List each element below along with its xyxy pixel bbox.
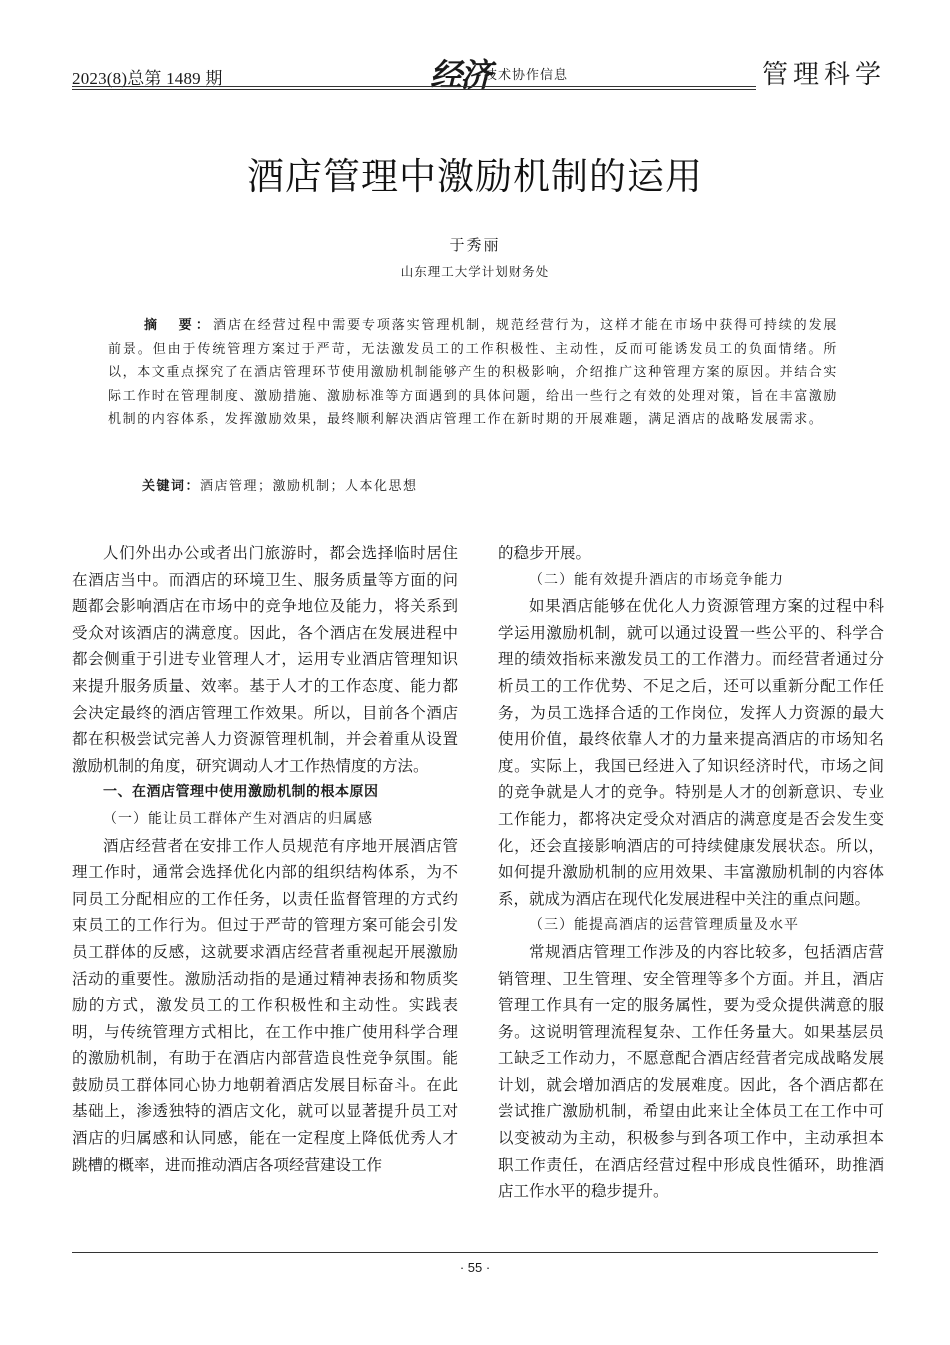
subsection-heading: （二）能有效提升酒店的市场竞争能力: [529, 571, 784, 588]
section-label: 管理科学: [762, 60, 887, 90]
keywords-label: 关键词：: [142, 479, 201, 494]
author-affiliation: 山东理工大学计划财务处: [400, 264, 550, 279]
body-paragraph-continued: 的稳步开展。: [498, 544, 592, 562]
header-rule-secondary: [72, 89, 756, 90]
subsection-heading: （三）能提高酒店的运营管理质量及水平: [529, 917, 799, 934]
body-paragraph: 人们外出办公或者出门旅游时，都会选择临时居住在酒店当中。而酒店的环境卫生、服务质量等方面的问题都会影响酒店在市场中的竞争地位及能力，将关系到受众对该酒店的满意度。因此，各个酒店在发展进程中都会侧重于引进专业管理人才，运用专业酒店管理知识来提升服务质量、效率。基于人才的工作态度、能力都会决定最终的酒店管理工作效果。所以，目前各个酒店都在积极尝试完善人力资源管理机制，并会着重从设置激励机制的角度，研究调动人才工作热情度的方法。: [72, 544, 458, 775]
author-name: 于秀丽: [449, 236, 501, 254]
body-paragraph: 如果酒店能够在优化人力资源管理方案的过程中科学运用激励机制，就可以通过设置一些公平的、科学合理的绩效指标来激发员工的工作潜力。而经营者通过分析员工的工作优势、不足之后，还可以重新分配工作任务，为员工选择合适的工作岗位，发挥人力资源的最大使用价值，最终依靠人才的力量来提高酒店的市场知名度。实际上，我国已经进入了知识经济时代，市场之间的竞争就是人才的竞争。特别是人才的创新意识、专业工作能力，都将决定受众对酒店的满意度是否会发生变化，还会直接影响酒店的可持续健康发展状态。所以，如何提升激励机制的应用效果、丰富激励机制的内容体系，就成为酒店在现代化发展进程中关注的重点问题。: [498, 597, 884, 908]
issue-label: 2023(8)总第 1489 期: [72, 69, 223, 88]
subsection-heading: （一）能让员工群体产生对酒店的归属感: [103, 810, 373, 827]
page-number: · 55 ·: [459, 1260, 491, 1275]
section-heading: 一、在酒店管理中使用激励机制的根本原因: [103, 784, 379, 801]
article-title: 酒店管理中激励机制的运用: [247, 155, 703, 198]
journal-logo: 经济: [430, 56, 491, 94]
header-rule: [72, 86, 756, 87]
left-column: [72, 540, 458, 1178]
journal-name: 技术协作信息: [484, 68, 569, 83]
keywords: [142, 475, 418, 494]
keywords-text: 酒店管理；激励机制；人本化思想: [200, 479, 418, 494]
body-paragraph: 酒店经营者在安排工作人员规范有序地开展酒店管理工作时，通常会选择优化内部的组织结构体系，为不同员工分配相应的工作任务，以责任监督管理的方式约束员工的工作行为。但过于严苛的管理方案可能会引发员工群体的反感，这就要求酒店经营者重视起开展激励活动的重要性。激励活动指的是通过精神表扬和物质奖励的方式，激发员工的工作积极性和主动性。实践表明，与传统管理方式相比，在工作中推广使用科学合理的激励机制，有助于在酒店内部营造良性竞争氛围。能鼓励员工群体同心协力地朝着酒店发展目标奋斗。在此基础上，渗透独特的酒店文化，就可以显著提升员工对酒店的归属感和认同感，能在一定程度上降低优秀人才跳槽的概率，进而推动酒店各项经营建设工作: [72, 836, 458, 1174]
right-column: [498, 540, 884, 1205]
body-paragraph: 常规酒店管理工作涉及的内容比较多，包括酒店营销管理、卫生管理、安全管理等多个方面。并且，酒店管理工作具有一定的服务属性，要为受众提供满意的服务。这说明管理流程复杂、工作任务量大。如果基层员工缺乏工作动力，不愿意配合酒店经营者完成战略发展计划，就会增加酒店的发展难度。因此，各个酒店都在尝试推广激励机制，希望由此来让全体员工在工作中可以变被动为主动，积极参与到各项工作中，主动承担本职工作责任，在酒店经营过程中形成良性循环，助推酒店工作水平的稳步提升。: [498, 942, 884, 1201]
abstract-label: 摘 要：: [144, 318, 214, 333]
abstract-text: 酒店在经营过程中需要专项落实管理机制，规范经营行为，这样才能在市场中获得可持续的发展前景。但由于传统管理方案过于严苛，无法激发员工的工作积极性、主动性，反而可能诱发员工的负面情绪。所以，本文重点探究了在酒店管理环节使用激励机制能够产生的积极影响，介绍推广这种管理方案的原因。并结合实际工作时在管理制度、激励措施、激励标准等方面遇到的具体问题，给出一些行之有效的处理对策，旨在丰富激励机制的内容体系，发挥激励效果，最终顺利解决酒店管理工作在新时期的开展难题，满足酒店的战略发展需求。: [108, 318, 839, 427]
footer-rule: [72, 1252, 878, 1253]
abstract: [108, 314, 838, 432]
